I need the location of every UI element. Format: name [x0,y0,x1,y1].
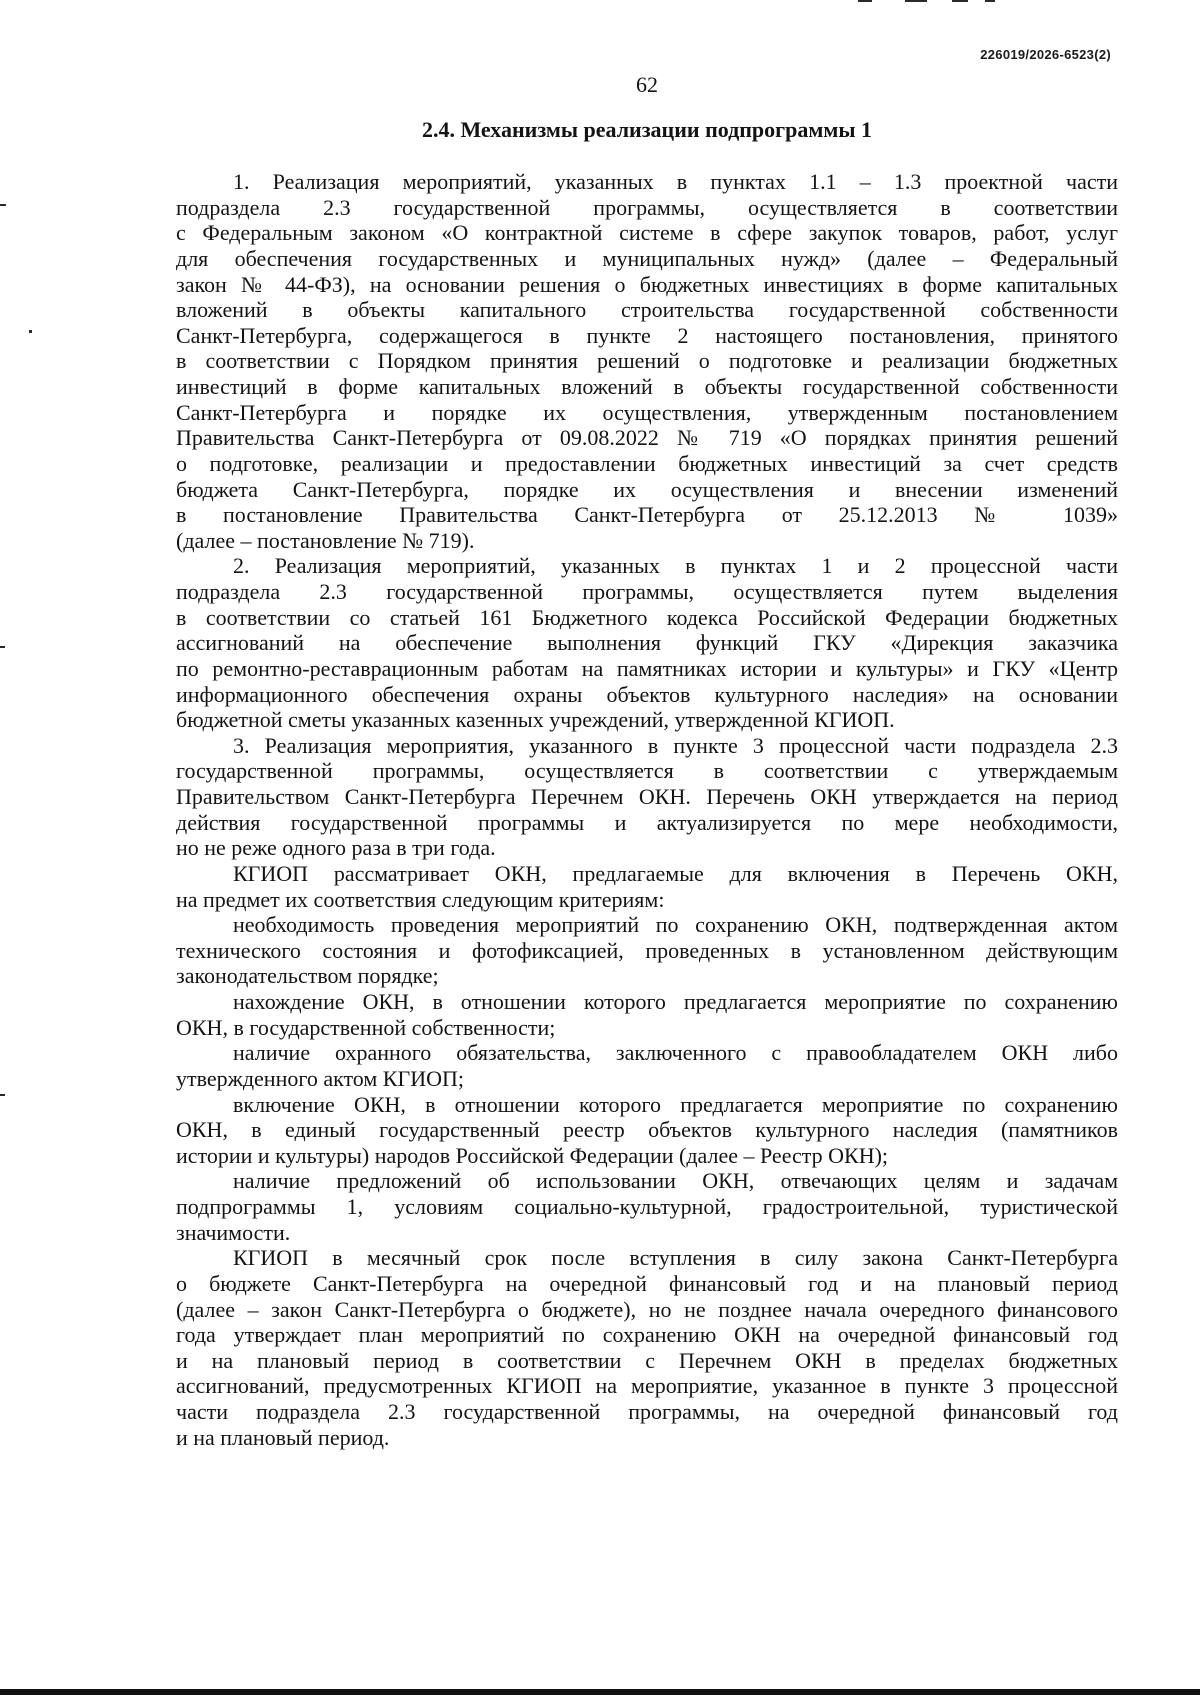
text-line: утвержденного актом КГИОП; [176,1065,464,1091]
text-line: КГИОП рассматривает ОКН, предлагаемые для включения в Перечень ОКН, [233,860,1118,886]
text-line: бюджета Санкт-Петербурга, порядке их осуществления и внесении изменений [176,476,1118,502]
text-line: включение ОКН, в отношении которого предлагается мероприятие по сохранению [233,1091,1118,1117]
text-line: ОКН, в государственной собственности; [176,1014,556,1040]
text-line: наличие охранного обязательства, заключенного с правообладателем ОКН либо [233,1040,1118,1066]
paragraph [176,553,1118,732]
text-line: КГИОП в месячный срок после вступления в силу закона Санкт-Петербурга [233,1245,1118,1271]
scan-artifact [905,0,927,2]
paragraph [176,989,1118,1040]
paragraph [176,169,1118,553]
scan-artifact [858,0,872,2]
text-line: бюджетной сметы указанных казенных учреждений, утвержденной КГИОП. [176,707,895,733]
text-line: государственной программы, осуществляется в соответствии с утверждаемым [176,758,1118,784]
paragraph [176,1245,1118,1450]
text-line: и на плановый период в соответствии с Перечнем ОКН в пределах бюджетных [176,1347,1118,1373]
text-line: для обеспечения государственных и муниципальных нужд» (далее – Федеральный [176,245,1118,271]
text-line: и на плановый период. [176,1424,390,1450]
text-line: на предмет их соответствия следующим критериям: [176,886,665,912]
text-line: Правительства Санкт-Петербурга от 09.08.2022 № 719 «О порядках принятия решений [176,425,1118,451]
text-line: вложений в объекты капитального строительства государственной собственности [176,297,1118,323]
text-line: ассигнований, предусмотренных КГИОП на мероприятие, указанное в пункте 3 процессной [176,1373,1118,1399]
document-body [176,169,1118,1450]
text-line: законодательством порядке; [176,963,439,989]
scan-artifact [952,0,968,2]
text-line: 3. Реализация мероприятия, указанного в пункте 3 процессной части подраздела 2.3 [233,732,1118,758]
paragraph [176,1168,1118,1245]
scan-artifact [0,204,6,206]
document-registration-number: 226019/2026-6523(2) [980,47,1111,62]
text-line: нахождение ОКН, в отношении которого предлагается мероприятие по сохранению [233,989,1118,1014]
section-heading: 2.4. Механизмы реализации подпрограммы 1 [421,117,873,142]
text-line: значимости. [176,1219,291,1245]
text-line: по ремонтно-реставрационным работам на памятниках истории и культуры» и ГКУ «Центр [176,655,1118,681]
text-line: подраздела 2.3 государственной программы, осуществляется в соответствии [176,194,1118,220]
text-line: в соответствии с Порядком принятия решений о подготовке и реализации бюджетных [176,348,1118,374]
paragraph [176,912,1118,989]
text-line: о бюджете Санкт-Петербурга на очередной финансовый год и на плановый период [176,1270,1118,1296]
text-line: истории и культуры) народов Российской Федерации (далее – Реестр ОКН); [176,1142,889,1168]
text-line: подраздела 2.3 государственной программы, осуществляется путем выделения [176,579,1118,604]
text-line: Правительством Санкт-Петербурга Перечнем ОКН. Перечень ОКН утверждается на период [176,784,1118,809]
paragraph [176,733,1118,861]
paragraph [176,1092,1118,1169]
text-line: инвестиций в форме капитальных вложений в объекты государственной собственности [176,374,1118,399]
text-line: действия государственной программы и актуализируется по мере необходимости, [176,809,1118,835]
text-line: но не реже одного раза в три года. [176,835,496,861]
scan-edge-line [0,1689,1200,1695]
text-line: части подраздела 2.3 государственной программы, на очередной финансовый год [176,1399,1118,1424]
text-line: необходимость проведения мероприятий по сохранению ОКН, подтвержденная актом [233,912,1118,938]
text-line: года утверждает план мероприятий по сохранению ОКН на очередной финансовый год [176,1322,1118,1348]
scan-artifact [985,0,995,2]
text-line: закон № 44-ФЗ), на основании решения о бюджетных инвестициях в форме капитальных [176,271,1118,297]
text-line: 2. Реализация мероприятий, указанных в пунктах 1 и 2 процессной части [233,553,1118,579]
text-line: ассигнований на обеспечение выполнения функций ГКУ «Дирекция заказчика [176,630,1118,656]
text-line: подпрограммы 1, условиям социально-культурной, градостроительной, туристической [176,1194,1118,1219]
scan-artifact [0,646,5,648]
text-line: 1. Реализация мероприятий, указанных в пунктах 1.1 – 1.3 проектной части [233,169,1118,194]
paragraph [176,1040,1118,1091]
text-line: Санкт-Петербурга, содержащегося в пункте 2 настоящего постановления, принятого [176,322,1118,348]
text-line: ОКН, в единый государственный реестр объектов культурного наследия (памятников [176,1117,1118,1143]
text-line: (далее – закон Санкт-Петербурга о бюджете), но не позднее начала очередного финансового [176,1296,1118,1322]
text-line: с Федеральным законом «О контрактной системе в сфере закупок товаров, работ, услуг [176,220,1118,246]
scan-artifact [29,330,32,333]
text-line: Санкт-Петербурга и порядке их осуществления, утвержденным постановлением [176,399,1118,425]
paragraph [176,861,1118,912]
scan-artifact [0,1094,5,1096]
page-number: 62 [636,72,658,97]
text-line: технического состояния и фотофиксацией, проведенных в установленном действующим [176,937,1118,963]
text-line: о подготовке, реализации и предоставлении бюджетных инвестиций за счет средств [176,450,1118,476]
text-line: в постановление Правительства Санкт-Петербурга от 25.12.2013 № 1039» [176,502,1118,528]
text-line: информационного обеспечения охраны объектов культурного наследия» на основании [176,681,1118,707]
text-line: в соответствии со статьей 161 Бюджетного кодекса Российской Федерации бюджетных [176,604,1118,630]
text-line: наличие предложений об использовании ОКН, отвечающих целям и задачам [233,1168,1118,1194]
text-line: (далее – постановление № 719). [176,527,475,553]
